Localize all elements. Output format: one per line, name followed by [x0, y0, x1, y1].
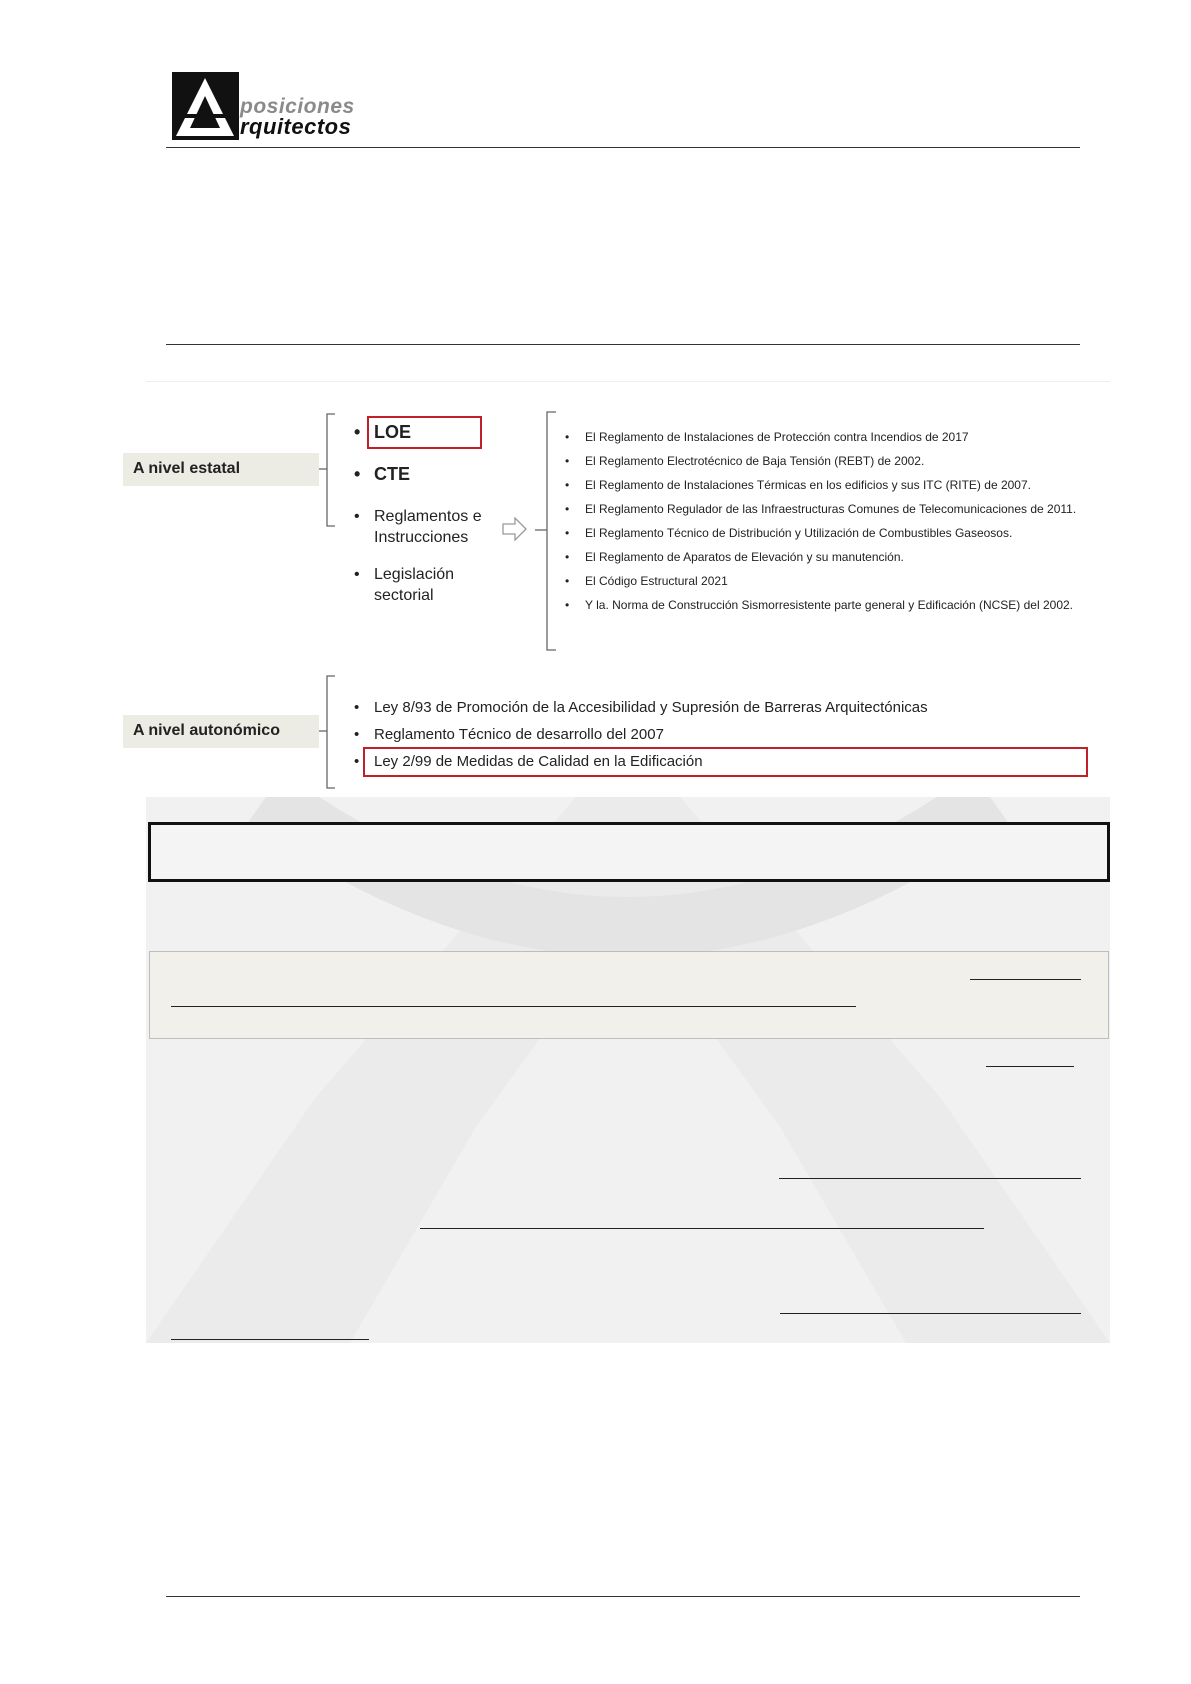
logo-word-posiciones: posiciones — [240, 95, 355, 118]
reglamento-item: • El Reglamento de Aparatos de Elevación y su manutención. — [585, 550, 904, 564]
reglamento-item: • El Reglamento de Instalaciones Térmicas en los edificios y sus ITC (RITE) de 2007. — [585, 478, 1031, 492]
list-item-reglamentos: • Reglamentos e Instrucciones — [374, 506, 504, 548]
autonomico-item: • Ley 8/93 de Promoción de la Accesibilidad y Supresión de Barreras Arquitectónicas — [374, 697, 928, 718]
text-underline — [970, 979, 1081, 980]
right-arrow-icon — [502, 517, 528, 541]
title-box — [148, 822, 1110, 882]
text-underline — [420, 1228, 984, 1229]
loe-highlight-box — [367, 416, 482, 449]
autonomico-item: • Reglamento Técnico de desarrollo del 2007 — [374, 724, 664, 745]
text-underline — [171, 1339, 369, 1340]
section-rule — [166, 344, 1080, 345]
text-underline — [779, 1178, 1081, 1179]
reglamento-item: • El Reglamento de Instalaciones de Protección contra Incendios de 2017 — [585, 430, 969, 444]
ley-2-99-highlight-box — [363, 747, 1088, 777]
reglamento-item: • El Reglamento Electrotécnico de Baja Tensión (REBT) de 2002. — [585, 454, 924, 468]
autonomico-item: • Ley 2/99 de Medidas de Calidad en la Edificación — [374, 751, 703, 772]
text-underline — [986, 1066, 1074, 1067]
note-box — [149, 951, 1109, 1039]
text-underline — [780, 1313, 1081, 1314]
brace-autonomico — [318, 674, 348, 792]
reglamento-item: • El Reglamento Regulador de las Infraestructuras Comunes de Telecomunicaciones de 2011. — [585, 502, 1076, 516]
level-label-autonomico: A nivel autonómico — [123, 715, 319, 748]
reglamento-item: • El Reglamento Técnico de Distribución y Utilización de Combustibles Gaseosos. — [585, 526, 1012, 540]
logo-word-arquitectos: rquitectos — [240, 114, 352, 139]
reglamento-item: • El Código Estructural 2021 — [585, 574, 728, 588]
list-item-cte: • CTE — [374, 464, 410, 485]
list-item-legislacion: • Legislación sectorial — [374, 564, 484, 606]
list-item-loe: • LOE — [374, 422, 411, 443]
faint-rule — [146, 381, 1110, 382]
reglamento-item: • Y la. Norma de Construcción Sismorresistente parte general y Edificación (NCSE) del 2002. — [585, 598, 1073, 612]
triangle-A-logo-icon — [172, 72, 239, 140]
text-underline — [171, 1006, 856, 1007]
brace-reglamentos — [533, 410, 559, 654]
brace-estatal — [318, 412, 348, 530]
footer-rule — [166, 1596, 1080, 1597]
level-label-estatal: A nivel estatal — [123, 453, 319, 486]
header-rule — [166, 147, 1080, 148]
